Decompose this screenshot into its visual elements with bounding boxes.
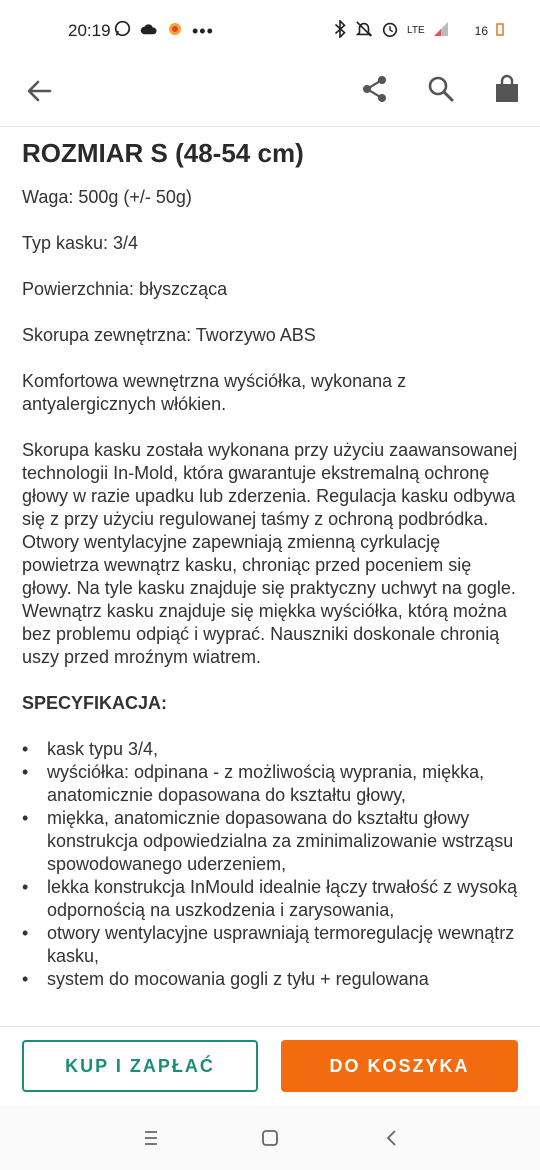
bluetooth-icon bbox=[333, 20, 347, 41]
outer-shell-text: Skorupa zewnętrzna: Tworzywo ABS bbox=[22, 325, 316, 345]
spec-item: • kask typu 3/4, bbox=[22, 738, 522, 761]
description-text: Skorupa kasku została wykonana przy użyciu zaawansowanej technologii In-Mold, która gwarantuje ekstremalną ochronę głowy w razie upadku lub zderzenia. Regulacja kasku odbywa się z przy użyciu regulowanej taśmy z ochroną podbródka. Otwory wentylacyjne zapewniają zmienną cyrkulację powietrza wewnątrz kasku, chroniąc przed poceniem się głowy. Na tyle kasku znajduje się praktyczny uchwyt na gogle. Wewnątrz kasku znajduje się miękka wyściółka, którą można bez problemu odpiąć i wyprać. Nauszniki doskonale chronią uszy przed mroźnym wiatrem. bbox=[22, 440, 518, 667]
shopping-bag-icon[interactable] bbox=[492, 74, 522, 104]
spec-item: • otwory wentylacyjne usprawniają termoregulację wewnątrz kasku, bbox=[22, 922, 522, 968]
add-to-cart-button[interactable]: DO KOSZYKA bbox=[281, 1040, 518, 1092]
surface-text: Powierzchnia: błyszcząca bbox=[22, 279, 228, 299]
status-bar bbox=[0, 0, 540, 60]
spec-item: • miękka, anatomicznie dopasowana do kształtu głowy konstrukcja odpowiedzialna za zminimalizowanie wstrząsu spowodowanego uderzeniem, bbox=[22, 807, 522, 876]
size-heading: ROZMIAR S (48-54 cm) bbox=[22, 138, 304, 168]
home-icon[interactable] bbox=[258, 1126, 282, 1150]
spec-list bbox=[22, 738, 522, 991]
search-icon[interactable] bbox=[426, 74, 456, 104]
alarm-icon bbox=[381, 20, 399, 41]
status-time: 20:19 bbox=[68, 21, 111, 40]
whatsapp-icon bbox=[114, 20, 131, 42]
lining-text: Komfortowa wewnętrzna wyściółka, wykonana z antyalergicznych włókien. bbox=[22, 371, 407, 414]
status-right-icons bbox=[333, 20, 504, 41]
app-bar bbox=[0, 60, 540, 127]
app-notification-icon bbox=[167, 21, 183, 42]
spec-heading: SPECYFIKACJA: bbox=[22, 693, 168, 713]
battery-level: 16 bbox=[474, 23, 488, 38]
mute-icon bbox=[355, 20, 373, 41]
more-notifications-icon: ••• bbox=[192, 20, 214, 41]
signal-icon bbox=[433, 21, 449, 40]
helmet-type-text: Typ kasku: 3/4 bbox=[22, 233, 139, 253]
system-nav-bar bbox=[0, 1106, 540, 1170]
arrow-left-icon[interactable] bbox=[24, 76, 54, 106]
product-description bbox=[22, 130, 522, 1025]
cloud-icon bbox=[140, 22, 158, 41]
lte-label: LTE bbox=[407, 25, 425, 36]
buy-now-button[interactable]: KUP I ZAPŁAĆ bbox=[22, 1040, 258, 1092]
spec-item: • wyściółka: odpinana - z możliwością wyprania, miękka, anatomicznie dopasowana do kształtu głowy, bbox=[22, 761, 522, 807]
spec-item: • lekka konstrukcja InMould idealnie łączy trwałość z wysoką odpornością na uszkodzenia i zarysowania, bbox=[22, 876, 522, 922]
weight-text: Waga: 500g (+/- 50g) bbox=[22, 187, 192, 207]
share-icon[interactable] bbox=[360, 74, 390, 104]
battery-icon bbox=[496, 22, 504, 39]
back-chevron-icon[interactable] bbox=[380, 1126, 404, 1150]
status-left-icons bbox=[114, 20, 214, 42]
spec-item: • system do mocowania gogli z tyłu + regulowana bbox=[22, 968, 522, 991]
purchase-bar bbox=[0, 1026, 540, 1107]
recents-icon[interactable] bbox=[139, 1126, 163, 1150]
